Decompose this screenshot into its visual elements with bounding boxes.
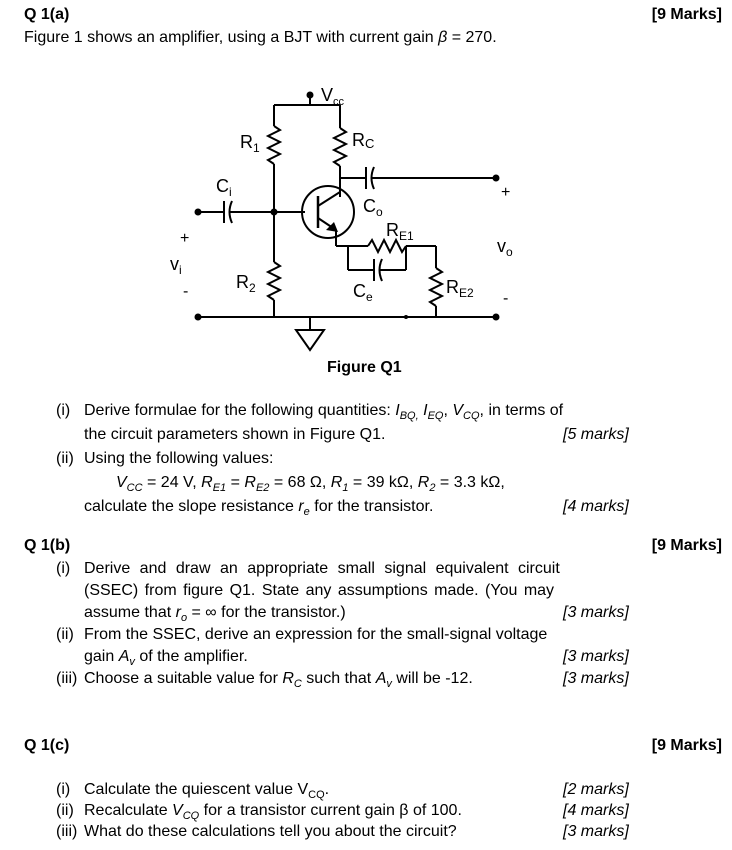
q1a-item-2-marks: [4 marks] <box>563 498 629 515</box>
q1a-item-1-line2: the circuit parameters shown in Figure Q1. <box>84 426 386 443</box>
rc-resistor <box>334 128 346 166</box>
q1a-item-2-num: (ii) <box>56 450 74 467</box>
q1c-item-3-num: (iii) <box>56 823 78 840</box>
q1c-item-3-line1: What do these calculations tell you about the circuit? <box>84 823 457 840</box>
q1b-item-2-marks: [3 marks] <box>563 648 629 665</box>
q1a-item-2-line2: $V_{CC} = 24$ V, $R_{E1} = R_{E2} = 68$ Ω, $R_1 = 39$ kΩ, $R_2 = 3.3$ kΩ, <box>116 474 505 495</box>
q1a-item-1-num: (i) <box>56 402 71 419</box>
q1b-item-3-line1: Choose a suitable value for $R_C$ such that $A_v$ will be -12. <box>84 670 473 691</box>
q1b-item-2-num: (ii) <box>56 626 74 643</box>
q1b-item-1-line3: assume that $r_o$ = ∞ for the transistor.) <box>84 604 346 625</box>
q1c-item-3-marks: [3 marks] <box>563 823 629 840</box>
svg-text:Ce: $C_e$ <box>353 281 373 304</box>
q1b-marks: [9 Marks] <box>651 537 722 554</box>
q1a-marks: [9 Marks] <box>651 6 722 23</box>
q1a-item-2-line3: calculate the slope resistance $r_e$ for the transistor. <box>84 498 434 519</box>
q1c-item-1-marks: [2 marks] <box>563 781 629 798</box>
svg-text:vi: $v_i$ <box>170 254 182 277</box>
figure-caption: Figure Q1 <box>327 359 402 376</box>
svg-text:Ci: $C_i$ <box>216 176 232 199</box>
svg-text:vo: $v_o$ <box>497 236 513 259</box>
q1b-item-3-num: (iii) <box>56 670 78 687</box>
svg-text:R1: $R_1$ <box>240 132 260 155</box>
svg-text:+: + <box>501 184 511 201</box>
svg-text:RE2: $R_{E2}$ <box>446 277 474 300</box>
q1c-item-2-marks: [4 marks] <box>563 802 629 819</box>
q1c-item-2-num: (ii) <box>56 802 74 819</box>
svg-text:RC: RC <box>352 130 375 151</box>
svg-text:-: - <box>503 290 509 307</box>
q1c-item-2-line1: Recalculate $V_{CQ}$ for a transistor current gain β of 100. <box>84 802 462 823</box>
q1a-item-1-line1: Derive formulae for the following quantities: $I_{BQ,}$ $I_{EQ}$, $V_{CQ}$, in terms of <box>84 402 564 423</box>
circuit-figure <box>0 0 732 380</box>
svg-text:+: + <box>180 230 190 247</box>
q1b-item-3-marks: [3 marks] <box>563 670 629 687</box>
q1b-item-1-line2: (SSEC) from figure Q1. State any assumptions made. (You may <box>84 582 555 599</box>
q1c-item-1-line1: Calculate the quiescent value $V_{CQ}$. <box>84 781 330 802</box>
q1b-heading: Q 1(b) <box>24 537 71 554</box>
r2-resistor <box>268 262 280 300</box>
svg-text:-: - <box>183 283 189 300</box>
q1a-item-2-line1: Using the following values: <box>84 450 274 467</box>
ground-symbol <box>296 330 324 350</box>
q1a-heading: Q 1(a) <box>24 6 70 23</box>
svg-text:RE1: $R_{E1}$ <box>386 220 414 243</box>
q1c-heading: Q 1(c) <box>24 737 70 754</box>
q1b-item-1-marks: [3 marks] <box>563 604 629 621</box>
q1a-item-1-marks: [5 marks] <box>563 426 629 443</box>
q1b-item-1-line1: Derive and draw an appropriate small signal equivalent circuit <box>84 560 560 577</box>
q1b-item-1-num: (i) <box>56 560 71 577</box>
svg-text:Vcc: $V_{cc}$ <box>321 85 345 108</box>
svg-text:Co: $C_o$ <box>363 196 383 219</box>
q1b-item-2-line2: gain $A_v$ of the amplifier. <box>84 648 248 669</box>
q1b-item-2-line1: From the SSEC, derive an expression for the small-signal voltage <box>84 626 548 643</box>
q1a-intro: Figure 1 shows an amplifier, using a BJT with current gain β = 270. <box>24 29 497 46</box>
r1-resistor <box>268 126 280 164</box>
svg-text:R2: $R_2$ <box>236 272 256 295</box>
re2-resistor <box>430 268 442 306</box>
q1c-item-1-num: (i) <box>56 781 71 798</box>
q1c-marks: [9 Marks] <box>651 737 722 754</box>
